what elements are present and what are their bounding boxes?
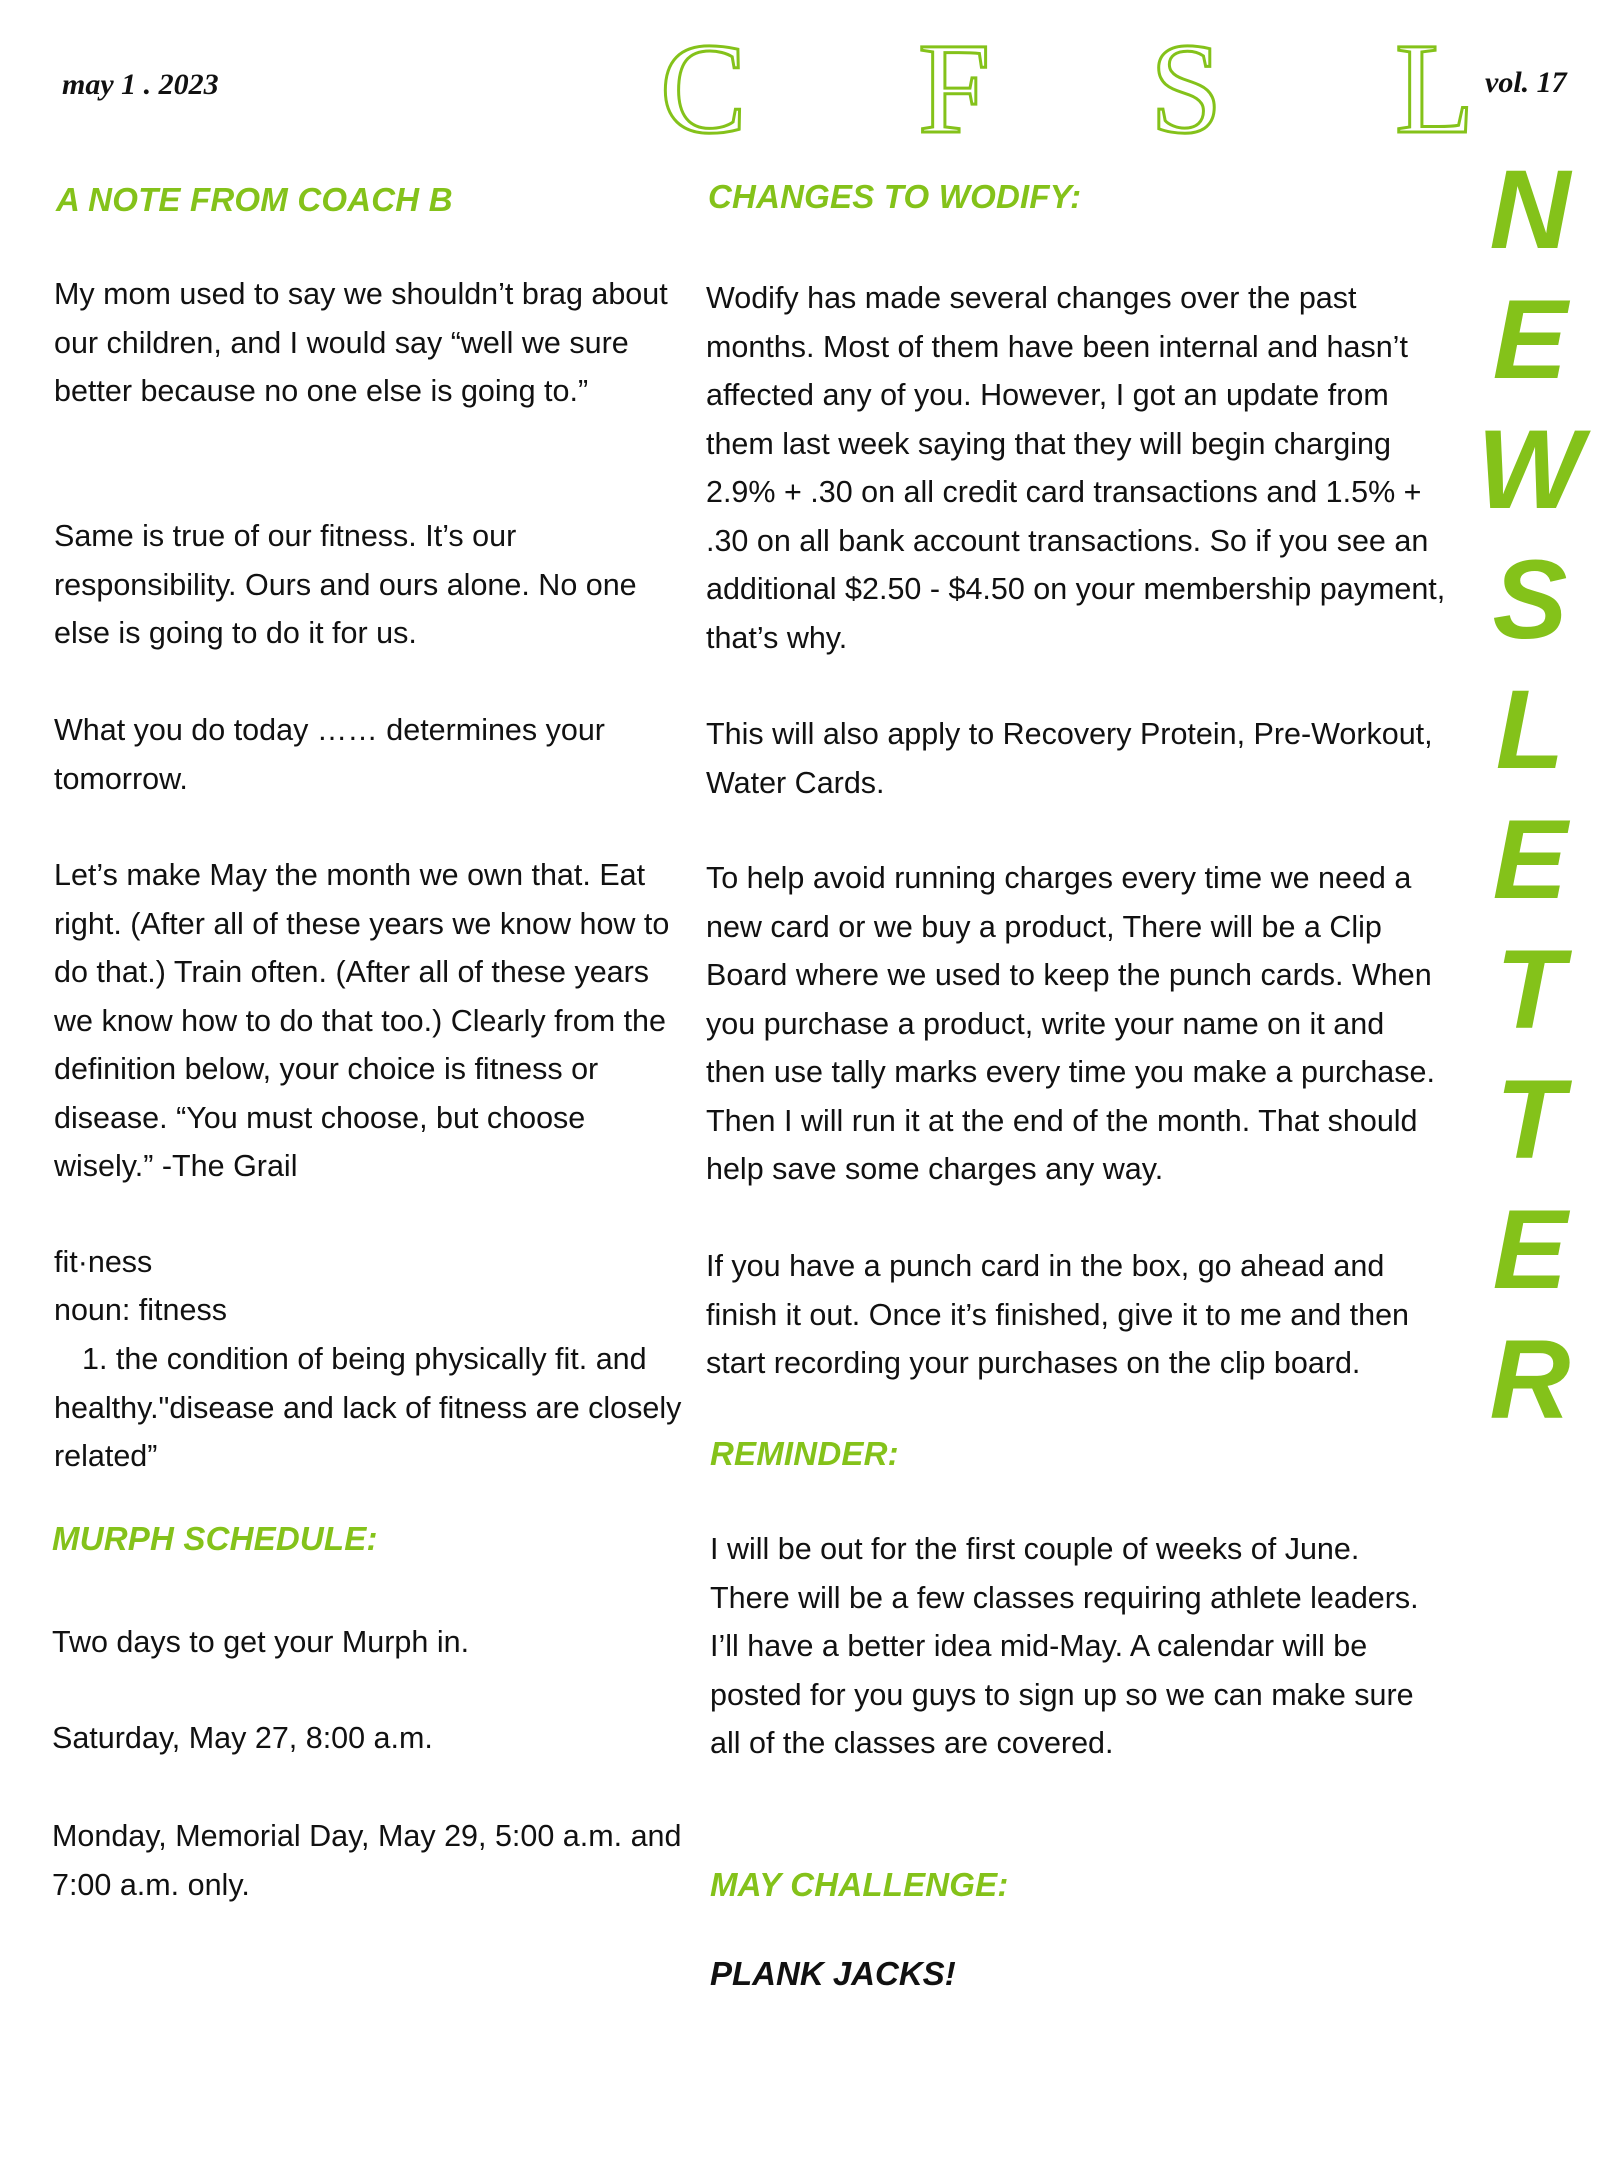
wodify-heading: CHANGES TO WODIFY:	[708, 178, 1082, 215]
title-letter: N	[1489, 147, 1571, 272]
masthead-letter-c: C	[660, 17, 747, 161]
issue-date: may 1 . 2023	[62, 68, 219, 101]
wodify-paragraph: To help avoid running charges every time we need a new card or we buy a product, There will be a Clip Board where we used to keep the punch cards. When you purchase a product, write your name on it and then use tally marks every time you make a purchase. Then I will run it at the end of the month. That should help save some charges any way.	[706, 861, 1435, 1186]
volume-number: vol. 17	[1485, 66, 1567, 99]
coach-note-paragraph: Same is true of our fitness. It’s our responsibility. Ours and ours alone. No one else is going to do it for us.	[54, 519, 637, 650]
title-letter: R	[1489, 1317, 1571, 1442]
title-letter: T	[1495, 927, 1565, 1052]
wodify-paragraph: Wodify has made several changes over the past months. Most of them have been internal and hasn’t affected any of you. However, I got an update from them last week saying that they will begin charging 2.9% + .30 on all credit card transactions and 1.5% + .30 on all bank account transactions. So if you see an additional $2.50 - $4.50 on your membership payment, that’s why.	[706, 281, 1446, 655]
title-letter: T	[1495, 1057, 1565, 1182]
title-letter: L	[1495, 667, 1565, 792]
coach-note-paragraph: What you do today …… determines your tomorrow.	[54, 713, 605, 796]
newsletter-vertical-title	[1470, 145, 1590, 1445]
coach-note-heading: A NOTE FROM COACH B	[56, 181, 453, 218]
challenge-heading: MAY CHALLENGE:	[710, 1866, 1009, 1903]
masthead-letter-f: F	[918, 17, 991, 161]
murph-saturday: Saturday, May 27, 8:00 a.m.	[52, 1721, 433, 1755]
murph-intro: Two days to get your Murph in.	[52, 1625, 470, 1659]
definition-part-of-speech: noun: fitness	[54, 1293, 227, 1327]
challenge-name: PLANK JACKS!	[710, 1955, 956, 1992]
masthead-letter-s: S	[1150, 17, 1223, 161]
wodify-paragraph: If you have a punch card in the box, go ahead and finish it out. Once it’s finished, give it to me and then start recording your purchases on the clip board.	[706, 1249, 1410, 1380]
reminder-text: I will be out for the first couple of weeks of June. There will be a few classes requiring athlete leaders. I’ll have a better idea mid-May. A calendar will be posted for you guys to sign up so we can make sure all of the classes are covered.	[710, 1532, 1419, 1760]
title-letter: E	[1492, 1187, 1568, 1312]
title-letter: W	[1477, 407, 1583, 532]
masthead-letter-l: L	[1395, 17, 1475, 161]
wodify-paragraph: This will also apply to Recovery Protein, Pre-Workout, Water Cards.	[706, 717, 1433, 800]
coach-note-paragraph: My mom used to say we shouldn’t brag about our children, and I would say “well we sure better because no one else is going to.”	[54, 277, 668, 408]
coach-note-paragraph: Let’s make May the month we own that. Eat right. (After all of these years we know how to do that.) Train often. (After all of these years we know how to do that too.) Clearly from the definition below, your choice is fitness or disease. “You must choose, but choose wisely.” -The Grail	[54, 858, 670, 1183]
murph-heading: MURPH SCHEDULE:	[52, 1520, 378, 1557]
murph-monday: Monday, Memorial Day, May 29, 5:00 a.m. and 7:00 a.m. only.	[52, 1819, 682, 1902]
definition-item: 1. the condition of being physically fit. and healthy."disease and lack of fitness are closely related”	[54, 1342, 682, 1473]
title-letter: E	[1492, 797, 1568, 922]
title-letter: E	[1492, 277, 1568, 402]
definition-word: fit·ness	[54, 1245, 153, 1279]
reminder-heading: REMINDER:	[710, 1435, 899, 1472]
title-letter: S	[1492, 537, 1568, 662]
